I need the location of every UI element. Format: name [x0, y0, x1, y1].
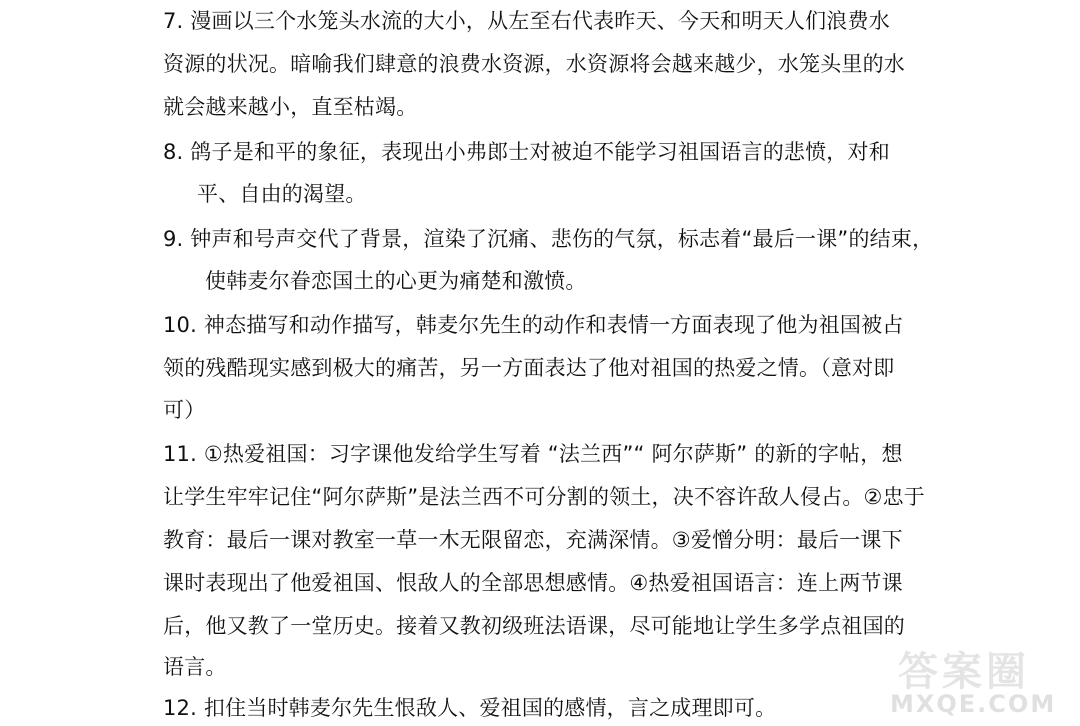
watermark-bottom-text: MXQE.COM: [890, 690, 1057, 718]
answer-8-line-1: 8. 鸽子是和平的象征，表现出小弗郎士对被迫不能学习祖国语言的悲愤，对和: [163, 140, 890, 164]
answer-11-line-2: 让学生牢牢记住“阿尔萨斯”是法兰西不可分割的领土，决不容许敌人侵占。②忠于: [163, 485, 925, 509]
answer-7-line-3: 就会越来越小，直至枯竭。: [163, 95, 418, 119]
answer-11-line-5: 后，他又教了一堂历史。接着又教初级班法语课，尽可能地让学生多学点祖国的: [163, 614, 905, 638]
watermark-top-text: 答案圈: [898, 649, 1030, 695]
answer-10-line-3: 可）: [163, 398, 206, 422]
answer-12-line-1: 12. 扣住当时韩麦尔先生恨敌人、爱祖国的感情，言之成理即可。: [163, 696, 777, 720]
answer-11-line-3: 教育：最后一课对教室一草一木无限留恋，充满深情。③爱憎分明：最后一课下: [163, 528, 903, 552]
answer-7-line-1: 7. 漫画以三个水笼头水流的大小，从左至右代表昨天、今天和明天人们浪费水: [163, 9, 890, 33]
answer-10-line-1: 10. 神态描写和动作描写，韩麦尔先生的动作和表情一方面表现了他为祖国被占: [163, 313, 904, 337]
answer-10-line-2: 领的残酷现实感到极大的痛苦，另一方面表达了他对祖国的热爱之情。（意对即: [163, 356, 895, 380]
answer-7-line-2: 资源的状况。暗喻我们肆意的浪费水资源，水资源将会越来越少，水笼头里的水: [163, 52, 905, 76]
answer-8-line-2: 平、自由的渴望。: [197, 182, 367, 206]
answer-9-line-1: 9. 钟声和号声交代了背景，渲染了沉痛、悲伤的气氛，标志着“最后一课”的结束，: [163, 227, 934, 251]
answer-11-line-6: 语言。: [163, 655, 227, 679]
answer-11-line-4: 课时表现出了他爱祖国、恨敌人的全部思想感情。④热爱祖国语言：连上两节课: [163, 571, 903, 595]
site-watermark-logo: [880, 636, 1070, 722]
answer-9-line-2: 使韩麦尔眷恋国土的心更为痛楚和激愤。: [205, 269, 587, 293]
answer-11-line-1: 11. ①热爱祖国：习字课他发给学生写着 “法兰西”“ 阿尔萨斯” 的新的字帖，想: [163, 442, 903, 466]
